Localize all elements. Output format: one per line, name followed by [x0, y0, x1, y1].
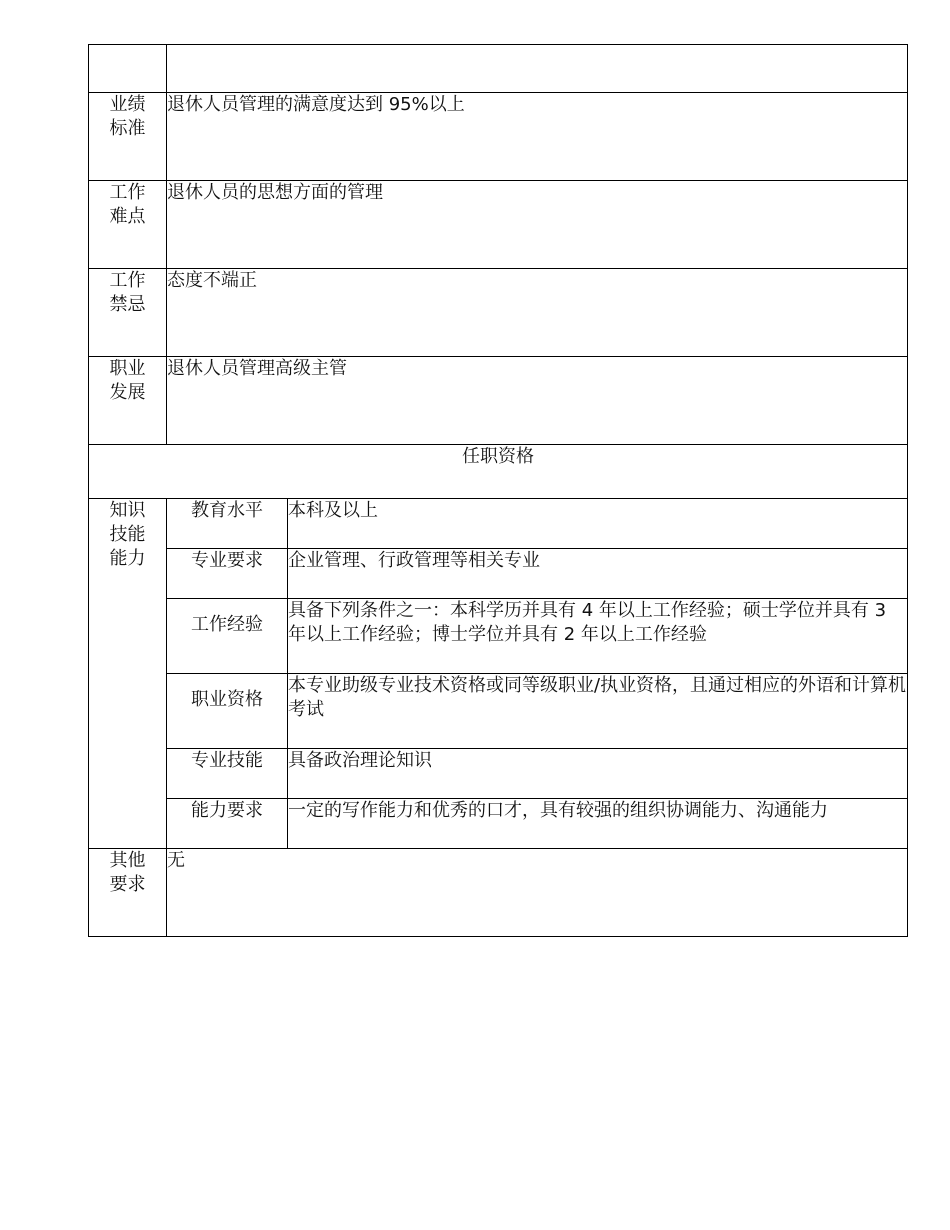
- qualification-group-label: 知识技能能力: [89, 499, 167, 849]
- work-taboo-value: 态度不端正: [167, 269, 908, 357]
- table-row: [89, 445, 908, 499]
- qualification-item-label: 工作经验: [167, 599, 288, 674]
- work-taboo-label: 工作禁忌: [89, 269, 167, 357]
- table-row: [89, 93, 908, 181]
- work-difficulty-label: 工作难点: [89, 181, 167, 269]
- qualification-item-label: 专业要求: [167, 549, 288, 599]
- qualification-item-value: 本专业助级专业技术资格或同等级职业/执业资格，且通过相应的外语和计算机考试: [288, 674, 908, 749]
- table-row: [89, 45, 908, 93]
- other-requirements-value: 无: [167, 849, 908, 937]
- qualification-item-value: 具备政治理论知识: [288, 749, 908, 799]
- work-difficulty-value: 退休人员的思想方面的管理: [167, 181, 908, 269]
- qualification-item-value: 一定的写作能力和优秀的口才，具有较强的组织协调能力、沟通能力: [288, 799, 908, 849]
- qualification-item-value: 具备下列条件之一：本科学历并具有 4 年以上工作经验；硕士学位并具有 3 年以上工作经验；博士学位并具有 2 年以上工作经验: [288, 599, 908, 674]
- table-row: [89, 799, 908, 849]
- table-row: [89, 549, 908, 599]
- other-requirements-label: 其他要求: [89, 849, 167, 937]
- table-row: [89, 499, 908, 549]
- row-label-empty: [89, 45, 167, 93]
- section-title: 任职资格: [89, 445, 908, 499]
- qualification-item-label: 教育水平: [167, 499, 288, 549]
- qualification-item-label: 专业技能: [167, 749, 288, 799]
- qualification-item-label: 能力要求: [167, 799, 288, 849]
- table-row: [89, 749, 908, 799]
- table-row: [89, 357, 908, 445]
- table-row: [89, 849, 908, 937]
- row-value-empty: [167, 45, 908, 93]
- career-development-label: 职业发展: [89, 357, 167, 445]
- career-development-value: 退休人员管理高级主管: [167, 357, 908, 445]
- table-row: [89, 181, 908, 269]
- performance-standard-value: 退休人员管理的满意度达到 95%以上: [167, 93, 908, 181]
- table-row: [89, 269, 908, 357]
- job-description-table: [88, 44, 908, 937]
- table-row: [89, 674, 908, 749]
- qualification-item-label: 职业资格: [167, 674, 288, 749]
- qualification-item-value: 企业管理、行政管理等相关专业: [288, 549, 908, 599]
- performance-standard-label: 业绩标准: [89, 93, 167, 181]
- qualification-item-value: 本科及以上: [288, 499, 908, 549]
- table-row: [89, 599, 908, 674]
